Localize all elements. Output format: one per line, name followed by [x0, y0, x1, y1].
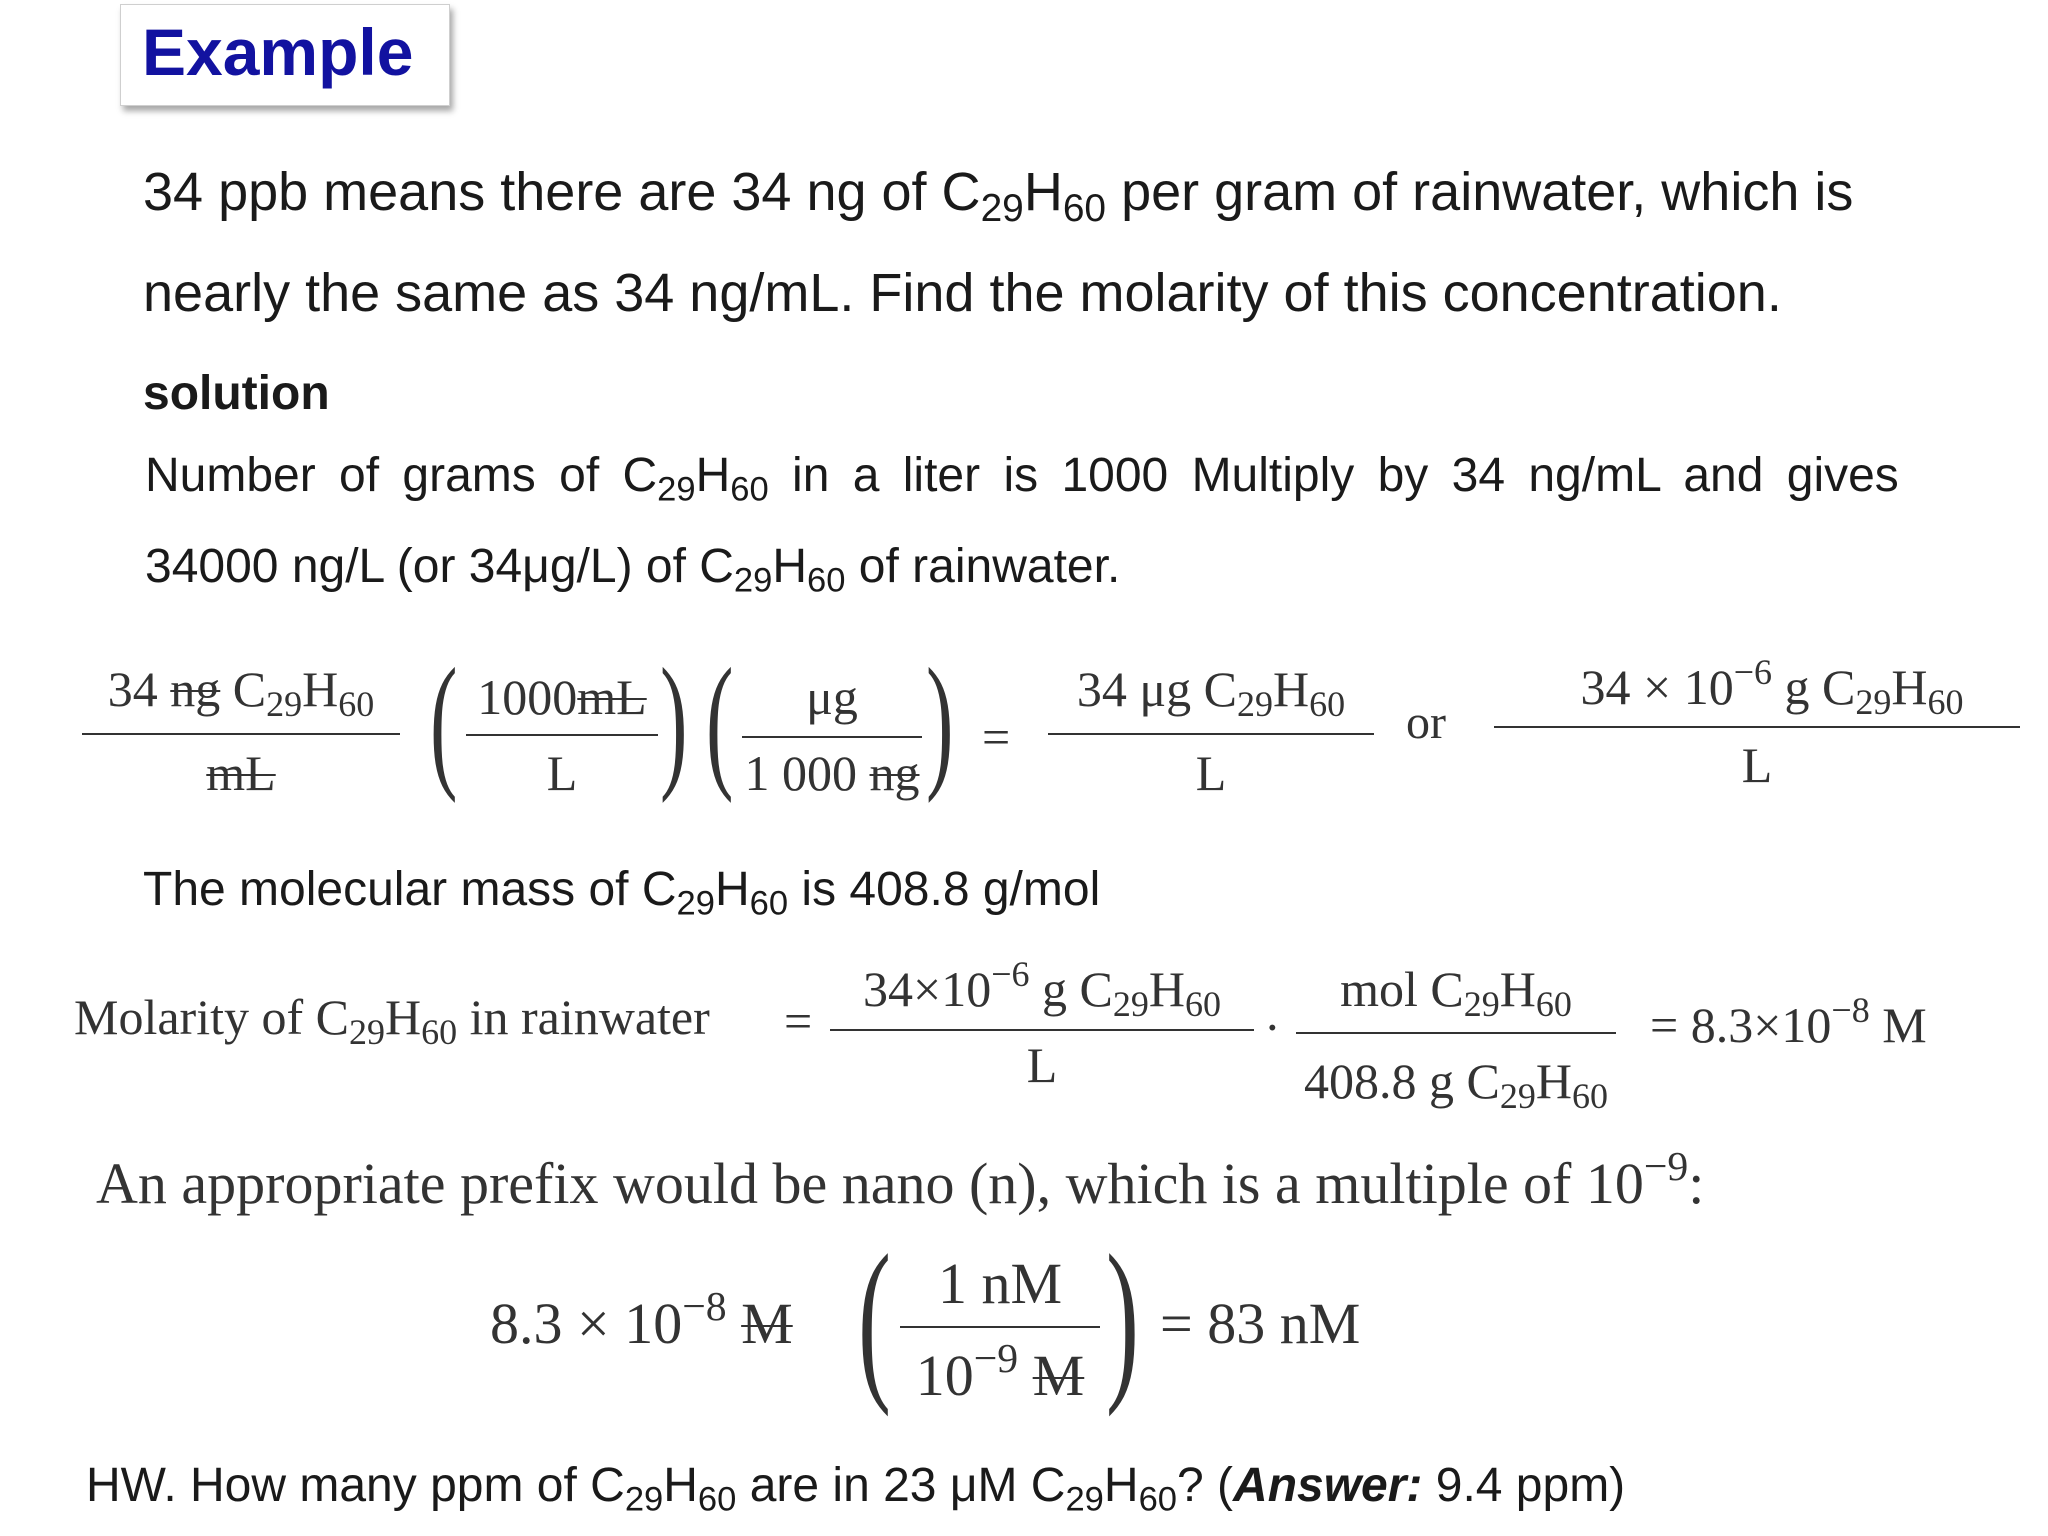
prefix-sentence: An appropriate prefix would be nano (n), which is a multiple of $10^{-9}$:: [96, 1144, 1705, 1216]
fraction-ng-per-ml: 34 ng $C_{29}H_{60}$ mL: [82, 660, 400, 810]
nano-lhs: $8.3 \times 10^{-8}$ M: [490, 1284, 793, 1356]
right-paren: ): [1106, 1218, 1139, 1417]
solution-line-2: 34000 ng/L (or 34μg/L) of $C_{29}H_{60}$ of rainwater.: [145, 540, 1121, 600]
problem-line-1: 34 ppb means there are 34 ng of $C_{29}H_{60}$ per gram of rainwater, which is: [143, 162, 1854, 230]
equals-sign: =: [784, 993, 813, 1049]
molarity-result: = $8.3\times 10^{-8}$ M: [1650, 990, 1927, 1053]
problem-line-2: nearly the same as 34 ng/mL. Find the molarity of this concentration.: [143, 263, 1782, 323]
or-word: or: [1406, 696, 1446, 749]
fraction-ml-per-l: 1000mL L: [466, 668, 658, 818]
fraction-ug-per-l: 34 μg $C_{29}H_{60}$ L: [1048, 660, 1374, 810]
fraction-g-per-l-2: $34\times 10^{-6}$ g $C_{29}H_{60}$ L: [830, 960, 1254, 1100]
right-paren: ): [660, 638, 688, 804]
left-paren: (: [430, 638, 458, 804]
right-paren: ): [926, 638, 954, 804]
left-paren: (: [858, 1218, 891, 1417]
fraction-mol-per-g: mol $C_{29}H_{60}$ 408.8 g $C_{29}H_{60}$: [1296, 960, 1616, 1110]
solution-line-1: Number of grams of $C_{29}H_{60}$ in a liter is 1000 Multiply by 34 ng/mL and gives: [145, 449, 1899, 509]
solution-label: solution: [143, 367, 330, 420]
fraction-nm-per-m: 1 nM $10^{-9}$ M: [900, 1250, 1100, 1410]
fraction-g-per-l: $34 \times 10^{-6}$ g $C_{29}H_{60}$ L: [1494, 652, 2020, 802]
multiply-dot: ·: [1264, 999, 1281, 1055]
homework-line: HW. How many ppm of $C_{29}H_{60}$ are in 23 μM $C_{29}H_{60}$? (Answer: 9.4 ppm): [86, 1459, 1626, 1519]
nano-result: = 83 nM: [1160, 1291, 1361, 1356]
left-paren: (: [706, 638, 734, 804]
molarity-lhs: Molarity of $C_{29}H_{60}$ in rainwater: [74, 989, 710, 1053]
fraction-ug-per-ng: μg 1 000 ng: [742, 668, 922, 818]
slide-title: Example: [142, 15, 414, 89]
equals-sign: =: [982, 709, 1011, 765]
molecular-mass-line: The molecular mass of $C_{29}H_{60}$ is 408.8 g/mol: [143, 863, 1101, 923]
